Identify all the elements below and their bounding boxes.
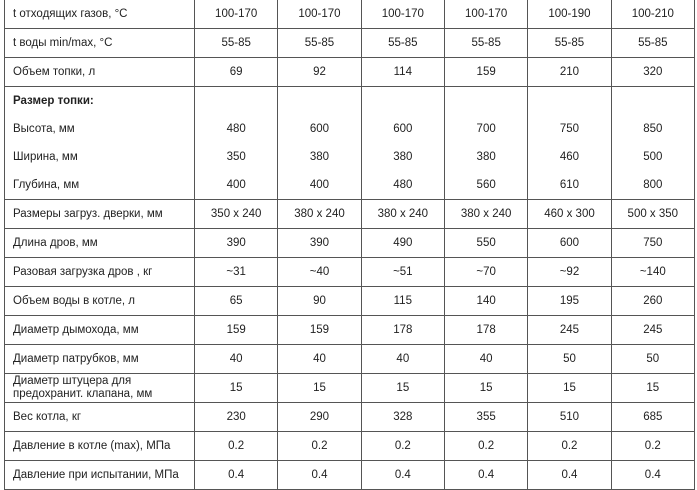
model-value-3: ~51 [361, 258, 444, 287]
table-row [5, 316, 695, 345]
table-row [5, 403, 695, 432]
model-value-6: ~140 [611, 258, 694, 287]
model-value-5: 210 [528, 58, 611, 87]
table-row [5, 287, 695, 316]
model-value-4: ~70 [444, 258, 527, 287]
model-value-1: 15 [195, 374, 278, 403]
model-value-1: 69 [195, 58, 278, 87]
table-row [5, 374, 695, 403]
model-value-3: 380 [361, 143, 444, 171]
table-row [5, 115, 695, 143]
row-label: Вес котла, кг [5, 403, 195, 432]
model-value-6: 50 [611, 345, 694, 374]
model-value-4: 55-85 [444, 29, 527, 58]
model-value-4: 550 [444, 229, 527, 258]
model-value-6: 0.2 [611, 432, 694, 461]
model-value-2: ~40 [278, 258, 361, 287]
model-value-1: 40 [195, 345, 278, 374]
row-label: Разовая загрузка дров , кг [5, 258, 195, 287]
model-value-2: 40 [278, 345, 361, 374]
model-value-4: 380 [444, 143, 527, 171]
model-value-3: 100-170 [361, 0, 444, 29]
model-value-1: 55-85 [195, 29, 278, 58]
model-value-4: 0.4 [444, 461, 527, 490]
model-value-4: 15 [444, 374, 527, 403]
row-label: Диаметр патрубков, мм [5, 345, 195, 374]
model-value-4: 100-170 [444, 0, 527, 29]
model-value-3: 114 [361, 58, 444, 87]
model-value-1: 230 [195, 403, 278, 432]
row-label: Диаметр дымохода, мм [5, 316, 195, 345]
model-value-6: 0.4 [611, 461, 694, 490]
model-value-4: 178 [444, 316, 527, 345]
model-value-5: 0.4 [528, 461, 611, 490]
table-row [5, 171, 695, 200]
model-value-6: 500 [611, 143, 694, 171]
model-value-4: 560 [444, 171, 527, 200]
row-label: Длина дров, мм [5, 229, 195, 258]
model-value-3: 490 [361, 229, 444, 258]
model-value-4: 380 х 240 [444, 200, 527, 229]
model-value-1: 65 [195, 287, 278, 316]
empty-cell [278, 87, 361, 116]
model-value-6: 750 [611, 229, 694, 258]
model-value-6: 800 [611, 171, 694, 200]
model-value-6: 15 [611, 374, 694, 403]
row-label: Глубина, мм [5, 171, 195, 200]
spec-table-body [5, 0, 695, 490]
model-value-4: 159 [444, 58, 527, 87]
row-label: Давление в котле (max), МПа [5, 432, 195, 461]
model-value-1: 159 [195, 316, 278, 345]
model-value-6: 55-85 [611, 29, 694, 58]
model-value-2: 55-85 [278, 29, 361, 58]
table-row [5, 29, 695, 58]
model-value-6: 500 х 350 [611, 200, 694, 229]
model-value-3: 178 [361, 316, 444, 345]
table-row [5, 229, 695, 258]
model-value-2: 380 х 240 [278, 200, 361, 229]
model-value-3: 0.2 [361, 432, 444, 461]
table-row [5, 200, 695, 229]
row-label: Диаметр штуцера для предохранит. клапана, мм [5, 374, 195, 403]
model-value-5: 510 [528, 403, 611, 432]
row-label: Ширина, мм [5, 143, 195, 171]
model-value-2: 600 [278, 115, 361, 143]
model-value-5: 245 [528, 316, 611, 345]
model-value-2: 390 [278, 229, 361, 258]
table-row [5, 58, 695, 87]
table-row [5, 345, 695, 374]
model-value-5: 600 [528, 229, 611, 258]
model-value-3: 40 [361, 345, 444, 374]
model-value-2: 100-170 [278, 0, 361, 29]
model-value-1: 100-170 [195, 0, 278, 29]
model-value-6: 100-210 [611, 0, 694, 29]
model-value-4: 40 [444, 345, 527, 374]
model-value-6: 245 [611, 316, 694, 345]
row-label: Размеры загруз. дверки, мм [5, 200, 195, 229]
model-value-2: 90 [278, 287, 361, 316]
model-value-1: ~31 [195, 258, 278, 287]
model-value-5: 195 [528, 287, 611, 316]
table-row [5, 432, 695, 461]
table-row [5, 258, 695, 287]
empty-cell [361, 87, 444, 116]
table-row [5, 461, 695, 490]
model-value-4: 355 [444, 403, 527, 432]
model-value-6: 320 [611, 58, 694, 87]
model-value-2: 159 [278, 316, 361, 345]
empty-cell [195, 87, 278, 116]
model-value-3: 15 [361, 374, 444, 403]
model-value-1: 480 [195, 115, 278, 143]
row-label: Давление при испытании, МПа [5, 461, 195, 490]
model-value-5: 100-190 [528, 0, 611, 29]
firebox-section-heading: Размер топки: [5, 87, 195, 116]
model-value-5: 50 [528, 345, 611, 374]
model-value-1: 400 [195, 171, 278, 200]
row-label: t отходящих газов, °C [5, 0, 195, 29]
model-value-2: 400 [278, 171, 361, 200]
model-value-5: ~92 [528, 258, 611, 287]
model-value-3: 380 х 240 [361, 200, 444, 229]
model-value-2: 0.4 [278, 461, 361, 490]
model-value-6: 685 [611, 403, 694, 432]
model-value-1: 350 [195, 143, 278, 171]
model-value-2: 0.2 [278, 432, 361, 461]
model-value-5: 55-85 [528, 29, 611, 58]
model-value-6: 260 [611, 287, 694, 316]
table-row [5, 0, 695, 29]
model-value-5: 460 х 300 [528, 200, 611, 229]
model-value-1: 0.2 [195, 432, 278, 461]
model-value-3: 600 [361, 115, 444, 143]
boiler-spec-table [4, 0, 695, 490]
empty-cell [611, 87, 694, 116]
row-label: Объем топки, л [5, 58, 195, 87]
model-value-5: 750 [528, 115, 611, 143]
row-label: Высота, мм [5, 115, 195, 143]
model-value-5: 460 [528, 143, 611, 171]
model-value-4: 0.2 [444, 432, 527, 461]
model-value-2: 290 [278, 403, 361, 432]
model-value-6: 850 [611, 115, 694, 143]
model-value-2: 380 [278, 143, 361, 171]
model-value-3: 328 [361, 403, 444, 432]
model-value-2: 92 [278, 58, 361, 87]
model-value-5: 0.2 [528, 432, 611, 461]
empty-cell [444, 87, 527, 116]
model-value-1: 390 [195, 229, 278, 258]
model-value-4: 140 [444, 287, 527, 316]
model-value-5: 15 [528, 374, 611, 403]
model-value-3: 0.4 [361, 461, 444, 490]
model-value-3: 55-85 [361, 29, 444, 58]
model-value-1: 0.4 [195, 461, 278, 490]
row-label: t воды min/max, °C [5, 29, 195, 58]
model-value-5: 610 [528, 171, 611, 200]
model-value-4: 700 [444, 115, 527, 143]
table-row [5, 143, 695, 171]
empty-cell [528, 87, 611, 116]
firebox-section-heading-row [5, 87, 695, 116]
row-label: Объем воды в котле, л [5, 287, 195, 316]
model-value-3: 115 [361, 287, 444, 316]
model-value-3: 480 [361, 171, 444, 200]
model-value-2: 15 [278, 374, 361, 403]
model-value-1: 350 х 240 [195, 200, 278, 229]
